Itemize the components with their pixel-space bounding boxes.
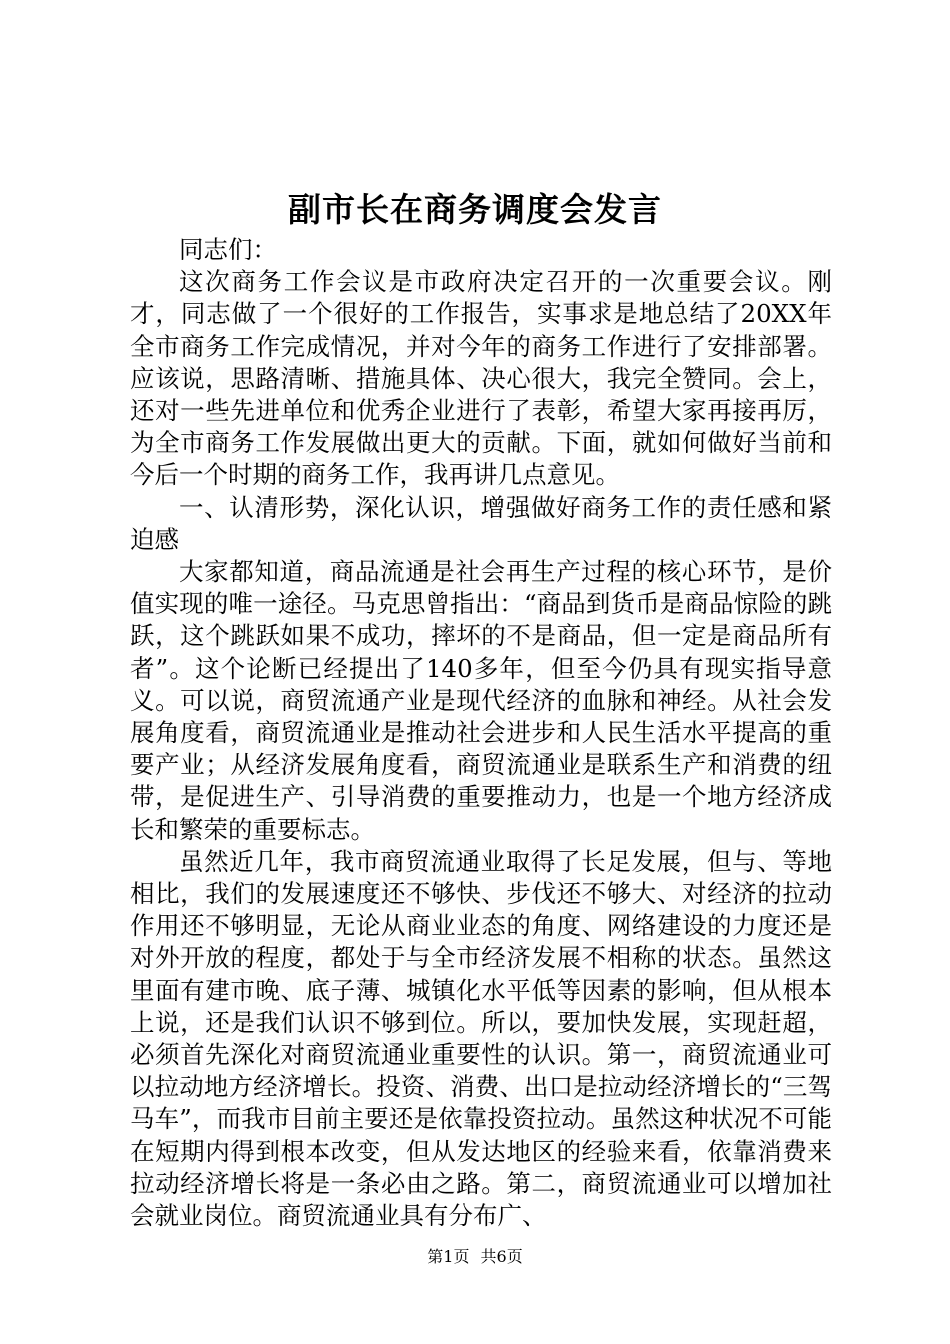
document-title: 副市长在商务调度会发言 — [288, 190, 662, 229]
section-heading-paragraph: 一、认清形势，深化认识，增强做好商务工作的责任感和紧迫感 — [130, 492, 832, 554]
page-number-footer: 第1页 共6页 — [427, 1247, 523, 1266]
body-paragraph: 大家都知道，商品流通是社会再生产过程的核心环节，是价值实现的唯一途径。马克思曾指出：“商品到货币是商品惊险的跳跃，这个跳跃如果不成功，摔坏的不是商品，但一定是商品所有者”。这个论断已经提出了140多年，但至今仍具有现实指导意义。可以说，商贸流通产业是现代经济的血脉和神经。从社会发展角度看，商贸流通业是推动社会进步和人民生活水平提高的重要产业；从经济发展角度看，商贸流通业是联系生产和消费的纽带，是促进生产、引导消费的重要推动力，也是一个地方经济成长和繁荣的重要标志。 — [130, 557, 832, 844]
document-body — [130, 234, 832, 1232]
salutation-paragraph: 同志们： — [179, 235, 277, 264]
body-paragraph: 这次商务工作会议是市政府决定召开的一次重要会议。刚才，同志做了一个很好的工作报告，实事求是地总结了20XX年全市商务工作完成情况，并对今年的商务工作进行了安排部署。应该说，思路清晰、措施具体、决心很大，我完全赞同。会上，还对一些先进单位和优秀企业进行了表彰，希望大家再接再厉，为全市商务工作发展做出更大的贡献。下面，就如何做好当前和今后一个时期的商务工作，我再讲几点意见。 — [130, 267, 832, 490]
body-paragraph: 虽然近几年，我市商贸流通业取得了长足发展，但与、等地相比，我们的发展速度还不够快、步伐还不够大、对经济的拉动作用还不够明显，无论从商业业态的角度、网络建设的力度还是对外开放的程度，都处于与全市经济发展不相称的状态。虽然这里面有建市晚、底子薄、城镇化水平低等因素的影响，但从根本上说，还是我们认识不够到位。所以，要加快发展，实现赶超，必须首先深化对商贸流通业重要性的认识。第一，商贸流通业可以拉动地方经济增长。投资、消费、出口是拉动经济增长的“三驾马车”，而我市目前主要还是依靠投资拉动。虽然这种状况不可能在短期内得到根本改变，但从发达地区的经验来看，依靠消费来拉动经济增长将是一条必由之路。第二，商贸流通业可以增加社会就业岗位。商贸流通业具有分布广、 — [130, 846, 832, 1231]
